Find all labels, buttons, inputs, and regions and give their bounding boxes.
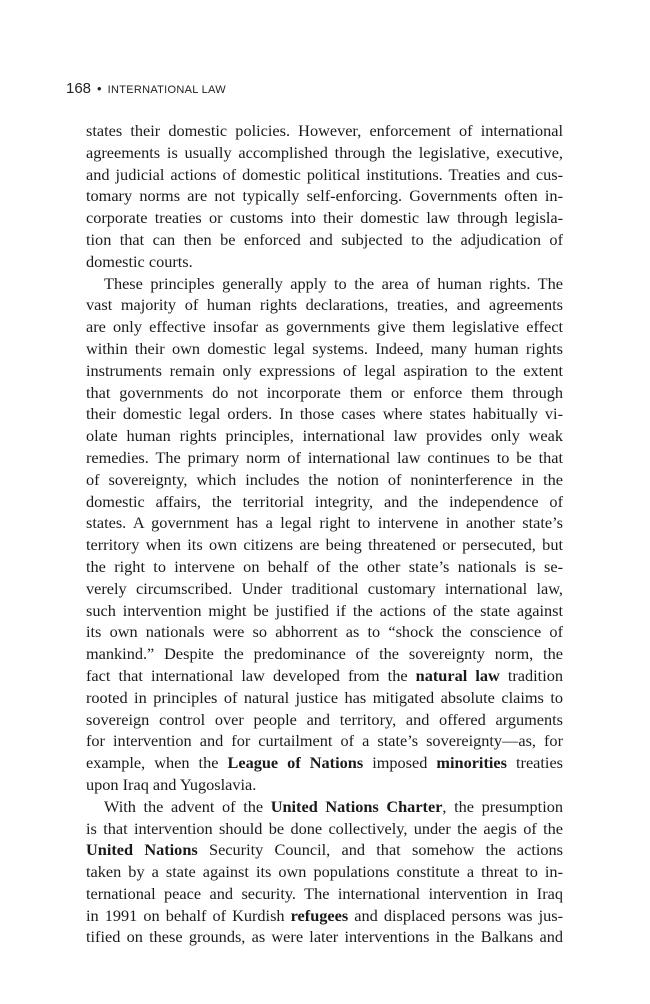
bold-term: minorities	[436, 753, 507, 773]
text-run: Security Council, and that somehow the actions	[197, 840, 563, 860]
text-run: vast majority of human rights declarations, treaties, and agreements	[86, 295, 563, 315]
text-run: taken by a state against its own populations constitute a threat to in-	[86, 862, 563, 882]
text-run: With the advent of the	[104, 796, 271, 816]
text-run: is that intervention should be done collectively, under the aegis of the	[86, 818, 563, 838]
text-line	[86, 861, 563, 883]
text-line	[86, 512, 563, 534]
text-run: These principles generally apply to the area of human rights. The	[104, 273, 563, 293]
text-run: , the presumption	[442, 796, 564, 816]
text-line	[86, 926, 563, 948]
text-line	[86, 294, 563, 316]
text-run: states their domestic policies. However, enforcement of international	[86, 121, 563, 140]
text-line	[86, 556, 563, 578]
text-run: olate human rights principles, international law provides only weak	[86, 426, 563, 446]
text-line	[86, 338, 563, 360]
text-run: are only effective insofar as governments give them legislative effect	[86, 317, 563, 337]
text-run: the right to intervene on behalf of the other state’s nationals is se-	[86, 556, 563, 576]
text-run: imposed	[363, 753, 437, 773]
text-run: example, when the	[86, 753, 228, 773]
bullet-separator: •	[97, 81, 102, 96]
text-run: corporate treaties or customs into their domestic law through legisla-	[86, 208, 563, 228]
text-line	[86, 447, 563, 469]
text-run: ternational peace and security. The international intervention in Iraq	[86, 883, 563, 903]
text-run: tion that can then be enforced and subjected to the adjudication of	[86, 229, 563, 249]
text-run: rooted in principles of natural justice has mitigated absolute claims to	[86, 687, 563, 707]
text-run: such intervention might be justified if the actions of the state against	[86, 600, 563, 620]
text-run: its own nationals were so abhorrent as to “shock the conscience of	[86, 622, 563, 642]
text-line	[86, 360, 563, 382]
text-run: fact that international law developed from the	[86, 665, 416, 685]
text-run: mankind.” Despite the predominance of the sovereignty norm, the	[86, 644, 563, 664]
text-line	[86, 207, 563, 229]
text-run: states. A government has a legal right to intervene in another state’s	[86, 513, 563, 533]
text-line	[86, 578, 563, 600]
text-run: for intervention and for curtailment of a state’s sovereignty—as, for	[86, 731, 563, 751]
text-line	[86, 665, 563, 687]
bold-term: refugees	[290, 905, 349, 925]
text-line	[86, 752, 563, 774]
text-run: of sovereignty, which includes the notion of noninterference in the	[86, 469, 563, 489]
page-number: 168	[66, 80, 92, 97]
text-line	[86, 425, 563, 447]
text-line	[86, 883, 563, 905]
text-line	[86, 491, 563, 513]
text-line	[86, 273, 563, 295]
text-run: treaties	[506, 753, 564, 773]
text-run: tradition	[499, 665, 564, 685]
text-run: their domestic legal orders. In those cases where states habitually vi-	[86, 404, 563, 424]
text-line	[86, 469, 563, 491]
text-line	[86, 164, 563, 186]
text-run: agreements is usually accomplished through the legislative, executive,	[86, 142, 563, 162]
body-text	[86, 120, 563, 948]
text-line	[86, 120, 563, 142]
text-run: instruments remain only expressions of legal aspiration to the extent	[86, 360, 563, 380]
bold-term: natural law	[415, 665, 500, 685]
text-run: and judicial actions of domestic political institutions. Treaties and cus-	[86, 164, 563, 184]
text-line	[86, 382, 563, 404]
bold-term: United Nations Charter	[270, 796, 443, 816]
text-line	[86, 185, 563, 207]
text-run: and displaced persons was jus-	[348, 905, 563, 925]
text-run: domestic courts.	[86, 251, 193, 271]
text-run: in 1991 on behalf of Kurdish	[86, 905, 291, 925]
section-title: INTERNATIONAL LAW	[107, 84, 226, 96]
text-line	[86, 316, 563, 338]
text-line	[86, 796, 563, 818]
text-line	[86, 600, 563, 622]
text-line	[86, 709, 563, 731]
text-line	[86, 730, 563, 752]
text-run: that governments do not incorporate them or enforce them through	[86, 382, 563, 402]
text-run: sovereign control over people and territory, and offered arguments	[86, 709, 563, 729]
text-run: remedies. The primary norm of international law continues to be that	[86, 447, 563, 467]
text-line	[86, 818, 563, 840]
text-line	[86, 774, 563, 796]
text-line	[86, 643, 563, 665]
text-run: verely circumscribed. Under traditional customary international law,	[86, 578, 563, 598]
text-run: domestic affairs, the territorial integrity, and the independence of	[86, 491, 563, 511]
text-run: within their own domestic legal systems. Indeed, many human rights	[86, 338, 563, 358]
text-run: territory when its own citizens are being threatened or persecuted, but	[86, 535, 563, 555]
text-run: tomary norms are not typically self-enforcing. Governments often in-	[86, 186, 563, 206]
bold-term: League of Nations	[227, 753, 364, 773]
bold-term: United Nations	[86, 840, 198, 860]
text-line	[86, 621, 563, 643]
text-line	[86, 534, 563, 556]
text-line	[86, 229, 563, 251]
text-run: tified on these grounds, as were later interventions in the Balkans and	[86, 927, 563, 947]
text-line	[86, 687, 563, 709]
text-line	[86, 251, 563, 273]
text-line	[86, 142, 563, 164]
text-line	[86, 839, 563, 861]
text-line	[86, 403, 563, 425]
text-run: upon Iraq and Yugoslavia.	[86, 774, 257, 794]
text-line	[86, 905, 563, 927]
running-head	[66, 80, 226, 98]
